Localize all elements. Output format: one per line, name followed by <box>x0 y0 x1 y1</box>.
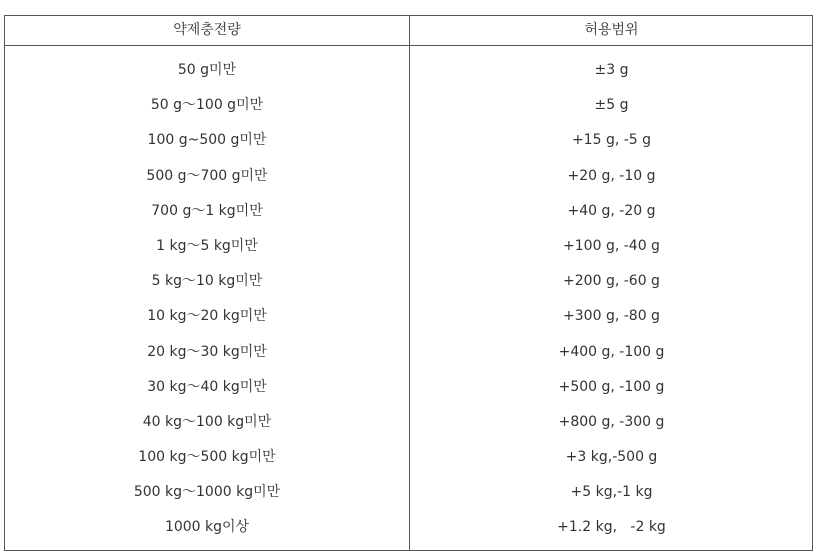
tolerance-cell: +300 g, -80 g <box>563 308 660 325</box>
charge-amount-cell: 30 kg～40 kg미만 <box>147 378 267 395</box>
charge-amount-cell: 500 kg～1000 kg미만 <box>133 484 281 501</box>
charge-amount-cell: 20 kg～30 kg미만 <box>147 343 267 360</box>
charge-amount-cell: 700 g～1 kg미만 <box>151 202 263 219</box>
charge-amount-cell: 100 g~500 g미만 <box>147 132 267 149</box>
tolerance-cell: +800 g, -300 g <box>558 413 665 430</box>
table-row <box>5 405 812 440</box>
table-row <box>5 229 812 264</box>
table-row <box>5 335 812 370</box>
charge-amount-cell: 500 g～700 g미만 <box>146 167 268 184</box>
charge-amount-cell: 100 kg～500 kg미만 <box>138 449 276 466</box>
tolerance-cell: +5 kg,-1 kg <box>570 484 653 501</box>
table-row <box>5 299 812 334</box>
charge-amount-cell: 1000 kg이상 <box>164 519 250 536</box>
charge-amount-cell: 5 kg～10 kg미만 <box>151 273 263 290</box>
table-row <box>5 123 812 158</box>
table-row <box>5 159 812 194</box>
table-row <box>5 510 812 545</box>
tolerance-cell: +3 kg,-500 g <box>565 449 658 466</box>
table-body <box>5 53 812 546</box>
table-row <box>5 440 812 475</box>
table-row <box>5 475 812 510</box>
header-charge-amount: 약제충전량 <box>173 22 241 38</box>
charge-amount-cell: 40 kg～100 kg미만 <box>142 413 272 430</box>
table-row <box>5 53 812 88</box>
tolerance-cell: +200 g, -60 g <box>563 273 660 290</box>
header-tolerance-range: 허용범위 <box>584 22 639 38</box>
tolerance-cell: ±3 g <box>594 62 629 78</box>
tolerance-cell: ±5 g <box>594 97 629 114</box>
tolerance-cell: +40 g, -20 g <box>567 202 656 219</box>
tolerance-cell: +1.2 kg, -2 kg <box>557 519 666 536</box>
charge-amount-cell: 50 g～100 g미만 <box>150 97 264 114</box>
table-row <box>5 88 812 123</box>
tolerance-cell: +500 g, -100 g <box>558 378 665 395</box>
table-row <box>5 264 812 299</box>
tolerance-cell: +100 g, -40 g <box>563 237 660 254</box>
tolerance-cell: +400 g, -100 g <box>558 343 665 360</box>
table-row <box>5 370 812 405</box>
tolerance-table <box>4 15 813 551</box>
charge-amount-cell: 1 kg～5 kg미만 <box>156 237 258 254</box>
table-row <box>5 194 812 229</box>
tolerance-cell: +20 g, -10 g <box>567 167 656 184</box>
tolerance-cell: +15 g, -5 g <box>571 132 652 149</box>
charge-amount-cell: 10 kg～20 kg미만 <box>147 308 267 325</box>
charge-amount-cell: 50 g미만 <box>177 62 237 78</box>
